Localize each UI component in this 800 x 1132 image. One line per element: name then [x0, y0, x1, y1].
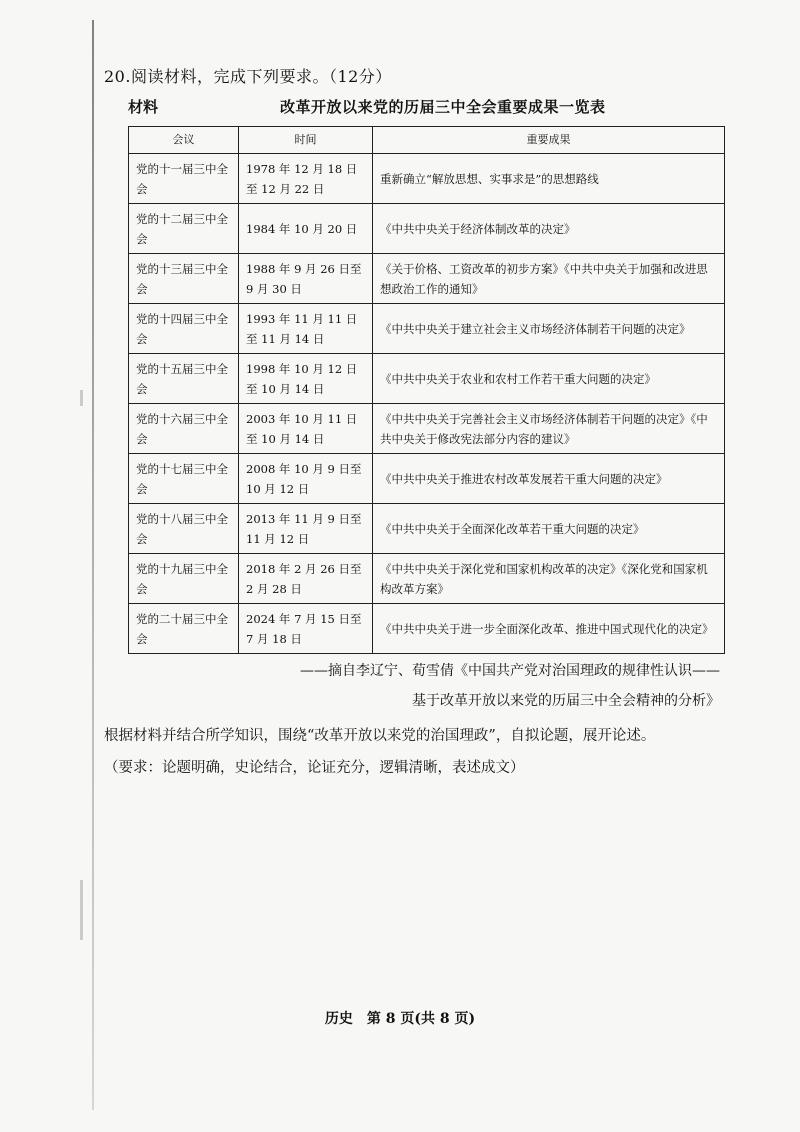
cell-time: 1988 年 9 月 26 日至 9 月 30 日: [239, 254, 373, 304]
cell-time: 1978 年 12 月 18 日至 12 月 22 日: [239, 154, 373, 204]
scan-binding-edge: [92, 20, 94, 1110]
table-row: [129, 254, 725, 304]
header-result: 重要成果: [373, 127, 725, 154]
table-row: [129, 404, 725, 454]
cell-time: 2024 年 7 月 15 日至 7 月 18 日: [239, 604, 373, 654]
cell-meeting: 党的十九届三中全会: [129, 554, 239, 604]
table-row: [129, 554, 725, 604]
cell-time: 2008 年 10 月 9 日至 10 月 12 日: [239, 454, 373, 504]
table-row: [129, 504, 725, 554]
question-heading: 20.阅读材料，完成下列要求。（12分）: [104, 67, 392, 86]
table-row: [129, 354, 725, 404]
cell-meeting: 党的十五届三中全会: [129, 354, 239, 404]
table-row: [129, 304, 725, 354]
table-title: 改革开放以来党的历届三中全会重要成果一览表: [280, 98, 606, 116]
table-row: [129, 204, 725, 254]
cell-meeting: 党的二十届三中全会: [129, 604, 239, 654]
header-time: 时间: [239, 127, 373, 154]
cell-result: 《中共中央关于深化党和国家机构改革的决定》《深化党和国家机构改革方案》: [373, 554, 725, 604]
cell-meeting: 党的十八届三中全会: [129, 504, 239, 554]
cell-meeting: 党的十三届三中全会: [129, 254, 239, 304]
prompt-line-1: 根据材料并结合所学知识，围绕“改革开放以来党的治国理政”，自拟论题，展开论述。: [104, 728, 656, 744]
cell-meeting: 党的十四届三中全会: [129, 304, 239, 354]
cell-result: 《中共中央关于全面深化改革若干重大问题的决定》: [373, 504, 725, 554]
cell-time: 1993 年 11 月 11 日至 11 月 14 日: [239, 304, 373, 354]
material-label: 材料: [128, 98, 159, 116]
cell-time: 2013 年 11 月 9 日至 11 月 12 日: [239, 504, 373, 554]
cell-result: 《中共中央关于进一步全面深化改革、推进中国式现代化的决定》: [373, 604, 725, 654]
question-prompt: [104, 720, 764, 784]
source-line-1: ——摘自李辽宁、荀雪倩《中国共产党对治国理政的规律性认识——: [300, 663, 720, 679]
cell-result: 《中共中央关于建立社会主义市场经济体制若干问题的决定》: [373, 304, 725, 354]
scan-smudge: [80, 390, 83, 406]
cell-result: 《中共中央关于完善社会主义市场经济体制若干问题的决定》《中共中央关于修改宪法部分内容的建议》: [373, 404, 725, 454]
cell-meeting: 党的十七届三中全会: [129, 454, 239, 504]
cell-result: 重新确立“解放思想、实事求是”的思想路线: [373, 154, 725, 204]
source-line-2: 基于改革开放以来党的历届三中全会精神的分析》: [412, 693, 720, 709]
cell-time: 2003 年 10 月 11 日至 10 月 14 日: [239, 404, 373, 454]
cell-result: 《中共中央关于经济体制改革的决定》: [373, 204, 725, 254]
material-header: [128, 96, 728, 118]
cell-time: 1984 年 10 月 20 日: [239, 204, 373, 254]
header-meeting: 会议: [129, 127, 239, 154]
source-citation: [150, 656, 720, 716]
cell-time: 1998 年 10 月 12 日至 10 月 14 日: [239, 354, 373, 404]
cell-result: 《中共中央关于推进农村改革发展若干重大问题的决定》: [373, 454, 725, 504]
cell-meeting: 党的十二届三中全会: [129, 204, 239, 254]
table-row: [129, 604, 725, 654]
cell-result: 《关于价格、工资改革的初步方案》《中共中央关于加强和改进思想政治工作的通知》: [373, 254, 725, 304]
cell-time: 2018 年 2 月 26 日至 2 月 28 日: [239, 554, 373, 604]
scan-smudge: [80, 880, 83, 940]
plenary-results-table: [128, 126, 725, 654]
prompt-line-2: （要求：论题明确，史论结合，论证充分，逻辑清晰，表述成文）: [104, 760, 525, 776]
table-row: [129, 454, 725, 504]
cell-meeting: 党的十六届三中全会: [129, 404, 239, 454]
cell-meeting: 党的十一届三中全会: [129, 154, 239, 204]
table-row: [129, 154, 725, 204]
table-header-row: [129, 127, 725, 154]
page-footer: 历史 第 8 页(共 8 页): [324, 1011, 476, 1027]
cell-result: 《中共中央关于农业和农村工作若干重大问题的决定》: [373, 354, 725, 404]
